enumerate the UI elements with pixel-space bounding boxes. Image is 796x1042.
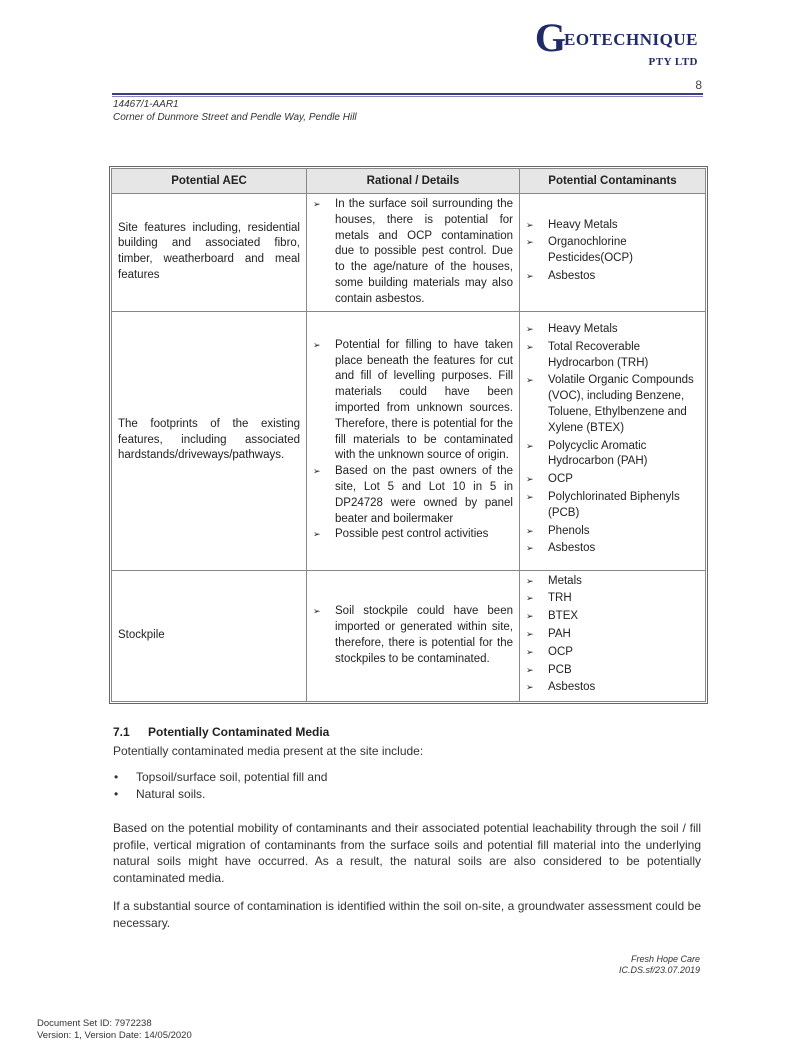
aec-cell: Stockpile xyxy=(112,570,307,702)
col-header-aec: Potential AEC xyxy=(112,169,307,194)
media-list xyxy=(113,769,327,803)
logo-subtitle: PTY LTD xyxy=(648,56,698,68)
table-row xyxy=(112,570,706,702)
contaminant-item: ➢ PCB xyxy=(526,663,699,679)
footer-client-info xyxy=(619,954,700,976)
table-header-row xyxy=(112,169,706,194)
table-row xyxy=(112,311,706,570)
contaminant-item: ➢ Asbestos xyxy=(526,541,699,557)
contaminant-item: ➢ Volatile Organic Compounds (VOC), including Benzene, Toluene, Ethylbenzene and Xylene (BTEX) xyxy=(526,373,699,436)
list-item: • Topsoil/surface soil, potential fill and xyxy=(113,769,327,786)
contaminant-item: ➢ Heavy Metals xyxy=(526,322,699,338)
doc-version: Version: 1, Version Date: 14/05/2020 xyxy=(37,1030,192,1041)
contaminant-item: ➢ Total Recoverable Hydrocarbon (TRH) xyxy=(526,340,699,372)
footer-client: Fresh Hope Care xyxy=(630,954,700,964)
col-header-details: Rational / Details xyxy=(307,169,520,194)
document-reference xyxy=(113,98,357,124)
ref-number: 14467/1-AAR1 xyxy=(113,99,179,110)
page-number: 8 xyxy=(695,78,702,92)
col-header-contaminants: Potential Contaminants xyxy=(520,169,706,194)
contaminant-item: ➢ Heavy Metals xyxy=(526,218,699,234)
footer-code: IC.DS.sf/23.07.2019 xyxy=(618,965,700,975)
detail-item: ➢ In the surface soil surrounding the houses, there is potential for metals and OCP contamination due to possible pest control. Due to the age/nature of the houses, some building materials may also contain asbestos. xyxy=(313,197,513,308)
header-rule xyxy=(112,93,703,95)
doc-set-id: Document Set ID: 7972238 xyxy=(37,1018,152,1029)
header-rule-thin xyxy=(112,96,703,97)
detail-item: ➢ Possible pest control activities xyxy=(313,527,513,543)
contaminant-item: ➢ Phenols xyxy=(526,524,699,540)
contaminants-cell xyxy=(520,311,706,570)
contaminants-cell xyxy=(520,570,706,702)
aec-table xyxy=(109,166,708,704)
logo-initial: G xyxy=(534,15,567,60)
details-cell xyxy=(307,311,520,570)
contaminant-item: ➢ Organochlorine Pesticides(OCP) xyxy=(526,235,699,267)
contaminant-item: ➢ Metals xyxy=(526,574,699,590)
section-intro: Potentially contaminated media present at the site include: xyxy=(113,744,424,758)
contaminant-item: ➢ PAH xyxy=(526,627,699,643)
contaminant-item: ➢ Asbestos xyxy=(526,680,699,696)
detail-item: ➢ Potential for filling to have taken place beneath the features for cut and fill of levelling purposes. Fill materials could have been imported from unknown sources. Therefore, there is potential for the fill materials to be contaminated with the unknown source of origin. xyxy=(313,338,513,464)
table-row xyxy=(112,194,706,312)
details-cell xyxy=(307,194,520,312)
document-metadata xyxy=(37,1018,192,1042)
aec-cell: The footprints of the existing features, including associated hardstands/driveways/pathways. xyxy=(112,311,307,570)
detail-item: ➢ Soil stockpile could have been imported or generated within site, therefore, there is potential for the stockpiles to be contaminated. xyxy=(313,604,513,667)
contaminant-item: ➢ OCP xyxy=(526,645,699,661)
detail-item: ➢ Based on the past owners of the site, Lot 5 and Lot 10 in 5 in DP24728 were owned by panel beater and boilermaker xyxy=(313,464,513,527)
contaminant-item: ➢ TRH xyxy=(526,591,699,607)
contaminant-item: ➢ Asbestos xyxy=(526,269,699,285)
section-heading xyxy=(113,725,329,739)
site-address: Corner of Dunmore Street and Pendle Way, Pendle Hill xyxy=(113,112,357,123)
contaminant-item: ➢ Polychlorinated Biphenyls (PCB) xyxy=(526,490,699,522)
company-logo xyxy=(534,15,698,68)
list-item: • Natural soils. xyxy=(113,786,327,803)
paragraph-groundwater: If a substantial source of contamination is identified within the soil on-site, a groundwater assessment could be necessary. xyxy=(113,899,701,930)
paragraph-mobility: Based on the potential mobility of contaminants and their associated potential leachability through the soil / fill profile, vertical migration of contaminants from the surface soils and potential fill material into the underlying natural soils might have occurred. As a result, the natural soils are also considered to be potentially contaminated media. xyxy=(113,821,701,885)
contaminant-item: ➢ BTEX xyxy=(526,609,699,625)
aec-cell: Site features including, residential building and associated fibro, timber, weatherboard and meal features xyxy=(112,194,307,312)
details-cell xyxy=(307,570,520,702)
logo-name: EOTECHNIQUE xyxy=(564,30,698,49)
contaminant-item: ➢ OCP xyxy=(526,472,699,488)
section-number: 7.1 xyxy=(113,725,130,739)
section-title: Potentially Contaminated Media xyxy=(148,725,330,739)
contaminants-cell xyxy=(520,194,706,312)
contaminant-item: ➢ Polycyclic Aromatic Hydrocarbon (PAH) xyxy=(526,439,699,471)
